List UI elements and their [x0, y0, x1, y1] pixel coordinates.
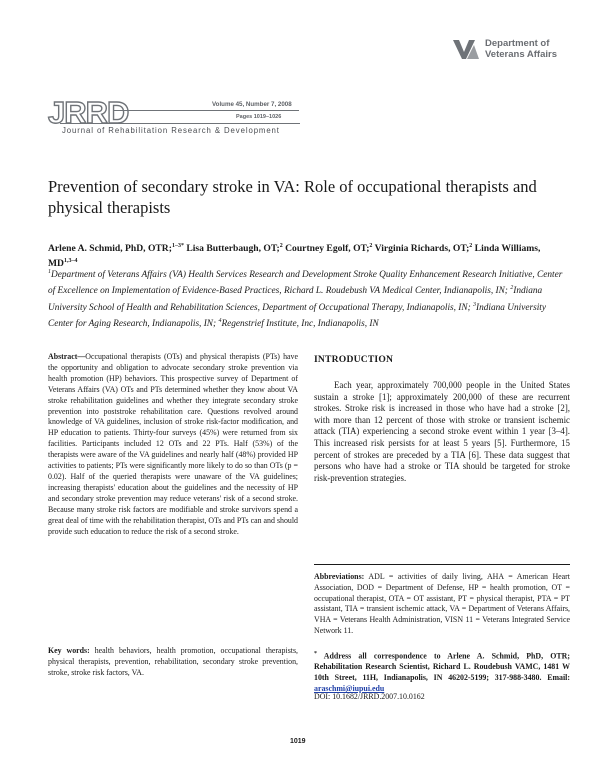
corr-sup: * — [314, 651, 317, 657]
keywords-text: health behaviors, health promotion, occupational therapists, physical therapists, prevention, rehabilitation, secondary stroke prevention, stroke, stroke risk factors, VA. — [48, 646, 298, 677]
footnote-rule — [314, 564, 570, 565]
va-logo-line1: Department of — [485, 38, 550, 49]
author-1: Arlene A. Schmid, PhD, OTR;$^{1-3*}$ — [48, 243, 184, 255]
abstract-label: Abstract— — [48, 352, 86, 361]
volume-info: Volume 45, Number 7, 2008 — [212, 101, 292, 108]
abbrev-label: Abbreviations: — [314, 572, 365, 581]
affil-3: Indiana University Center for Aging Research, Indianapolis, IN; — [48, 302, 546, 329]
corr-text: Address all correspondence to Arlene A. Schmid, PhD, OTR; Rehabilitation Research Scientist, Richard L. Roudebush VAMC, 1481 W 10th Street, 11H, Indianapolis, IN 46202-5199; 317-988-3480. Email: — [314, 651, 570, 683]
author-4: Virginia Richards, OT;$^2$ — [374, 243, 473, 255]
author-2: Lisa Butterbaugh, OT;$^2$ — [186, 243, 283, 255]
affil-2: Indiana University School of Health and Rehabilitation Sciences, Department of Occupational Therapy, Indianapolis, IN; — [48, 286, 543, 313]
abstract-text: Occupational therapists (OTs) and physical therapists (PTs) have the opportunity and obligation to advocate secondary stroke prevention via health promotion (HP) behaviors. This prospective survey of Department of Veterans Affairs (VA) OTs and PTs determined whether they know about VA stroke rehabilitation guidelines and whether they integrate secondary stroke prevention into poststroke rehabilitation care. Questions revolved around knowledge of VA guidelines, inclusion of stroke risk-factor modification, and HP education to patients. Thirty-four surveys (45%) were returned from six facilities. Participants included 12 OTs and 22 PTs. Half (53%) of the therapists were aware of the VA guidelines and nearly half (48%) provided HP activities to patients; PTs were significantly more likely to do so than OTs (p = 0.02). Half of the queried therapists were unaware of the VA guidelines; increasing therapists' education about the guidelines and the necessity of HP and secondary stroke prevention may reduce veterans' risk of a second stroke. Because many stroke risk factors are modifiable and stroke survivors spend a great deal of time with the rehabilitation therapist, OTs and PTs can and should provide such education to reduce the risk of a second stroke. — [48, 352, 298, 536]
masthead-rule-bottom — [60, 123, 300, 124]
affil-1-sup: 1 — [48, 269, 51, 275]
keywords-label: Key words: — [48, 646, 90, 655]
page-number: 1019 — [290, 738, 306, 745]
keywords — [48, 646, 298, 679]
va-logo — [452, 36, 592, 62]
section-heading-introduction: INTRODUCTION — [314, 354, 394, 365]
affil-2-sup: 2 — [510, 285, 514, 292]
affil-4: Regenstrief Institute, Inc, Indianapolis, IN — [221, 318, 379, 329]
va-logo-line2: Veterans Affairs — [485, 49, 557, 60]
introduction-paragraph: Each year, approximately 700,000 people in the United States sustain a stroke [1]; approximately 200,000 of these are recurrent strokes. Stroke risk is increased in those who have had a stroke [2], with more than 12 percent of those with stroke or transient ischemic attack (TIA) experiencing a second stroke event within 1 year [3–4]. This increased risk persists for at least 5 years [5]. Furthermore, 15 percent of strokes are preceded by a TIA [6]. These data suggest that persons who have had a stroke or TIA should be targeted for stroke risk-prevention strategies. — [314, 380, 570, 483]
jrrd-logo: JRRD — [48, 95, 129, 130]
correspondence-email-link[interactable]: araschmi@iupui.edu — [314, 684, 385, 694]
doi: DOI: 10.1682/JRRD.2007.10.0162 — [314, 692, 425, 701]
correspondence-footnote — [314, 649, 570, 695]
affil-1: Department of Veterans Affairs (VA) Health Services Research and Development Stroke Quality Enhancement Research Initiative, Center of Excellence on Implementation of Evidence-Based Practices, Richard L. Roudebush VA Medical Center, Indianapolis, IN; — [48, 270, 563, 297]
affiliations — [48, 266, 568, 331]
affil-3-sup: 3 — [473, 301, 477, 308]
va-logo-text — [485, 38, 557, 60]
article-title: Prevention of secondary stroke in VA: Role of occupational therapists and physical therapists — [48, 177, 537, 217]
journal-name: Journal of Rehabilitation Research & Development — [62, 126, 280, 135]
abbreviations-footnote — [314, 572, 570, 637]
pages-info: Pages 1019–1026 — [236, 114, 282, 120]
masthead-rule-top — [113, 110, 299, 111]
abstract — [48, 352, 298, 537]
author-5: Linda Williams, MD$^{1,3-4}$ — [48, 243, 541, 270]
va-emblem-icon — [452, 38, 480, 60]
author-3: Courtney Egolf, OT;$^2$ — [285, 243, 373, 255]
abbrev-text: ADL = activities of daily living, AHA = American Heart Association, DOD = Department of Defense, HP = health promotion, OT = occupational therapist, OTA = OT assistant, PT = physical therapist, PTA = PT assistant, TIA = transient ischemic attack, VA = Department of Veterans Affairs, VHA = Veterans Health Administration, VISN 11 = Veterans Integrated Service Network 11. — [314, 572, 570, 635]
affil-4-sup: 4 — [218, 317, 222, 324]
